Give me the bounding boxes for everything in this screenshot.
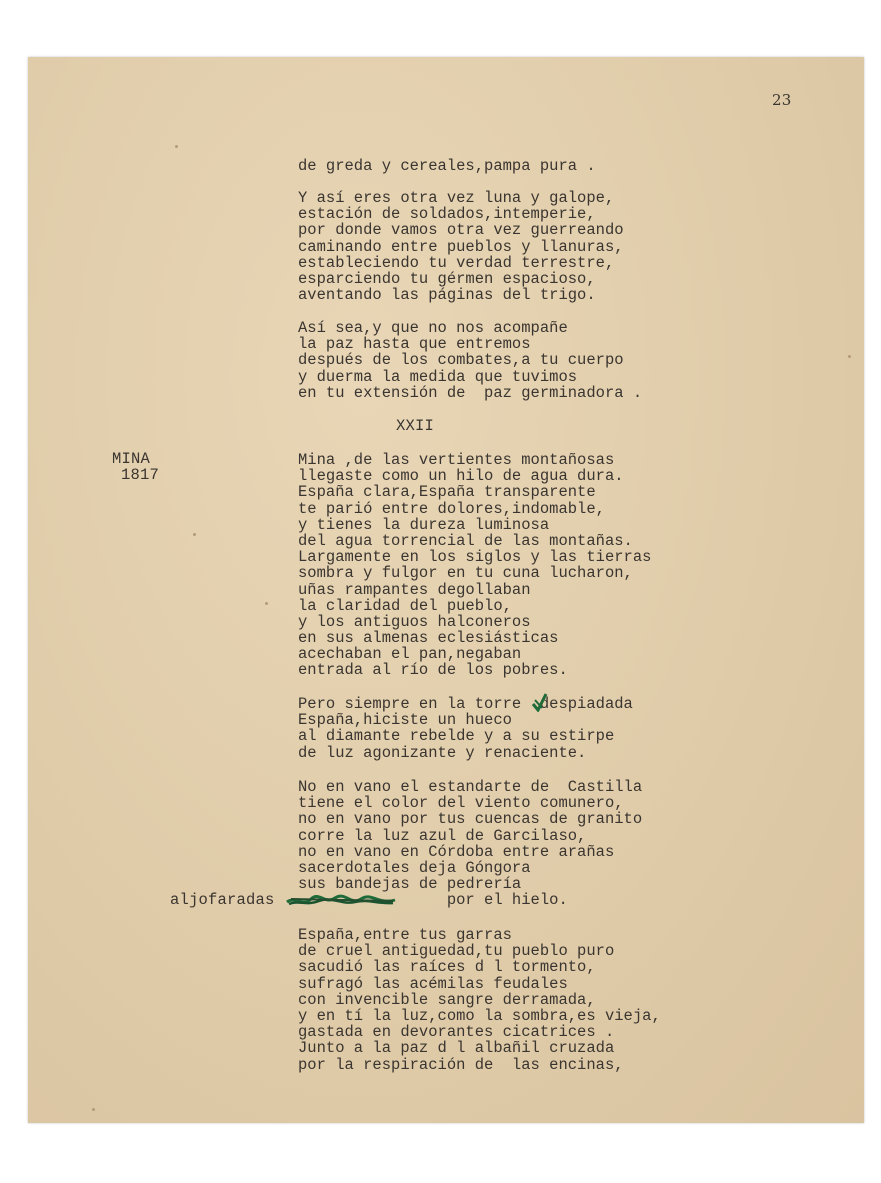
paper-speck [92, 1108, 95, 1111]
poem-line: no en vano en Córdoba entre arañas [298, 842, 615, 861]
poem-line: caminando entre pueblos y llanuras, [298, 237, 624, 256]
poem-line: Mina ,de las vertientes montañosas [298, 451, 615, 469]
poem-line: uñas rampantes degollaban [298, 580, 531, 599]
margin-note: MINA [112, 450, 151, 468]
stanza-4 [298, 451, 651, 678]
stanza-2 [298, 189, 624, 305]
poem-line: en tu extensión de paz germinadora . [298, 383, 643, 402]
poem-line: sufragó las acémilas feudales [298, 974, 568, 993]
poem-line: llegaste como un hilo de agua dura. [298, 467, 624, 486]
poem-line: tiene el color del viento comunero, [298, 794, 624, 813]
poem-line: y duerma la medida que tuvimos [298, 367, 578, 386]
poem-line: la paz hasta que entremos [298, 335, 531, 354]
poem-line: Pero siempre en la torre despiadada [298, 695, 633, 713]
poem-line: por el hielo. [298, 891, 568, 910]
poem-line: no en vano por tus cuencas de granito [298, 810, 643, 829]
paper-speck [848, 355, 851, 358]
poem-line: al diamante rebelde y a su estirpe [298, 727, 615, 746]
green-correction-mark-icon [530, 692, 548, 712]
poem-line: acechaban el pan,negaban [298, 645, 522, 664]
poem-line: estación de soldados,intemperie, [298, 205, 596, 224]
poem-line: y los antiguos halconeros [298, 612, 531, 631]
poem-line: España,hiciste un hueco [298, 711, 512, 730]
poem-line: gastada en devorantes cicatrices . [298, 1023, 615, 1042]
page-number: 23 [772, 91, 792, 109]
stanza-7 [298, 926, 661, 1072]
poem-line: estableciendo tu verdad terrestre, [298, 253, 615, 272]
poem-line: Y así eres otra vez luna y galope, [298, 189, 615, 207]
stanza-1 [298, 157, 596, 173]
poem-line: después de los combates,a tu cuerpo [298, 351, 624, 370]
poem-line: la claridad del pueblo, [298, 596, 512, 615]
poem-line: sombra y fulgor en tu cuna lucharon, [298, 564, 633, 583]
poem-line: de cruel antiguedad,tu pueblo puro [298, 942, 615, 961]
stanza-3 [298, 319, 642, 400]
margin-year: 1817 [121, 466, 160, 484]
poem-line: No en vano el estandarte de Castilla [298, 778, 643, 796]
poem-line: España,entre tus garras [298, 926, 512, 944]
poem-line: por donde vamos otra vez guerreando [298, 221, 624, 240]
poem-line: de greda y cereales,pampa pura . [298, 157, 596, 175]
poem-line: del agua torrencial de las montañas. [298, 531, 633, 550]
poem-line: te parió entre dolores,indomable, [298, 499, 605, 518]
paper-speck [175, 145, 178, 148]
poem-line: Largamente en los siglos y las tierras [298, 548, 652, 567]
poem-line: por la respiración de las encinas, [298, 1055, 624, 1074]
poem-line: España clara,España transparente [298, 483, 596, 502]
poem-line: corre la luz azul de Garcilaso, [298, 826, 587, 845]
poem-line: y tienes la dureza luminosa [298, 515, 550, 534]
green-strikethrough-icon [285, 893, 397, 909]
poem-line: entrada al río de los pobres. [298, 661, 568, 680]
handwritten-insert: aljofaradas [170, 891, 275, 909]
paper-speck [265, 602, 268, 605]
poem-line: Junto a la paz d l albañil cruzada [298, 1039, 615, 1058]
poem-line: con invencible sangre derramada, [298, 990, 596, 1009]
poem-line: Así sea,y que no nos acompañe [298, 319, 568, 337]
poem-line: sacudió las raíces d l tormento, [298, 958, 596, 977]
stanza-6 [298, 778, 642, 908]
paper-speck [193, 533, 196, 536]
poem-line: en sus almenas eclesiásticas [298, 629, 559, 648]
poem-line: y en tí la luz,como la sombra,es vieja, [298, 1006, 661, 1025]
section-heading: XXII [396, 417, 435, 435]
poem-line: sus bandejas de pedrería [298, 875, 522, 894]
poem-line: esparciendo tu gérmen espacioso, [298, 269, 596, 288]
poem-line: aventando las páginas del trigo. [298, 286, 596, 305]
stanza-5 [298, 695, 633, 760]
poem-line: de luz agonizante y renaciente. [298, 743, 587, 762]
poem-line: sacerdotales deja Góngora [298, 858, 531, 877]
